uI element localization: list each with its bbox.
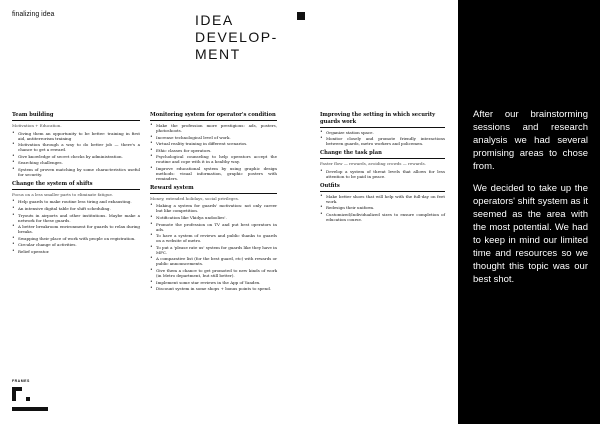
list-item: • To have a system of reviews and public thanks to guards on a website of metro. xyxy=(150,233,277,243)
column-3 xyxy=(320,112,445,226)
section-outfits xyxy=(320,183,445,222)
list-item: • Virtual reality training in different scenarios. xyxy=(150,141,277,146)
list-item: • Promote the profession on TV and put best operators in ads. xyxy=(150,222,277,232)
list-item: • To put a 'please rate us' system for guards like they have in MFC. xyxy=(150,245,277,255)
section-work-setting xyxy=(320,112,445,146)
section-title: Team building xyxy=(12,112,140,121)
corner-square-mark xyxy=(297,12,305,20)
item-list xyxy=(150,203,277,291)
list-item: • Searching challenges. xyxy=(12,160,140,165)
header-label: finalizing idea xyxy=(12,11,55,18)
section-title: Improving the setting in which security guards work xyxy=(320,112,445,128)
column-1 xyxy=(12,112,140,258)
summary-paragraph-1: After our brainstorming sessions and research analysis we had several promising areas to chose from. xyxy=(473,109,588,172)
list-item: • Redesign their uniform. xyxy=(320,205,445,210)
item-list xyxy=(12,199,140,254)
summary-paragraph-2: We decided to take up the operators' shift system as it seemed as the area with the most potential. We had to keep in mind our limited time and resources so we thought this topic was our best shot. xyxy=(473,183,588,285)
list-item: • Monitor closely and promote friendly interactions between guards, metro workers and policemen. xyxy=(320,136,445,146)
item-list xyxy=(320,194,445,222)
list-item: • Circular change of activities. xyxy=(12,242,140,247)
list-item: • Help guards to make routine less tiring and exhausting. xyxy=(12,199,140,204)
list-item: • Customized/Individualized sizes to ensure completion of education course. xyxy=(320,212,445,222)
list-item: • An intensive digital table for shift scheduling. xyxy=(12,206,140,211)
section-title: Monitoring system for operator's condition xyxy=(150,112,277,121)
list-item: • Develop a system of threat levels that allows for less attention to be paid in peace. xyxy=(320,169,445,179)
brand-label: FRAMES xyxy=(12,379,30,383)
section-shift-system xyxy=(12,181,140,254)
list-item: • Make better shoes that will help with the full-day on feet work. xyxy=(320,194,445,204)
list-item: • A comparative list (for the best guard, etc) with rewards or public announcements. xyxy=(150,256,277,266)
column-2 xyxy=(150,112,277,295)
item-list xyxy=(12,131,140,177)
section-monitoring-system xyxy=(150,112,277,181)
list-item: • Give knowledge of secret checks by administration. xyxy=(12,154,140,159)
right-page xyxy=(458,0,600,424)
list-item: • Improve educational system by using graphic design methods: visual information, graphic posters with reminders. xyxy=(150,166,277,181)
item-list xyxy=(150,123,277,181)
list-item: • Giving them an opportunity to be better: training in first aid, antiterrorism training xyxy=(12,131,140,141)
item-list xyxy=(320,130,445,147)
list-item: • Give them a chance to get promoted to new kinds of work (in Metro department, but still better). xyxy=(150,268,277,278)
section-team-building xyxy=(12,112,140,177)
page-title: IDEA DEVELOP- MENT xyxy=(195,12,278,62)
list-item: • Making a system for guards' motivation: not only career but like competition. xyxy=(150,203,277,213)
section-title: Change the system of shifts xyxy=(12,181,140,190)
list-item: • Organize station space. xyxy=(320,130,445,135)
list-item: • Make the profession more prestigious: ads, posters, photoshoots. xyxy=(150,123,277,133)
section-reward-system xyxy=(150,185,277,291)
section-subtitle: Money, extended holidays, social privileges. xyxy=(150,195,240,201)
list-item: • Relief operator. xyxy=(12,249,140,254)
list-item: • Motivation through a way to do better job — there's a chance to get a reward. xyxy=(12,142,140,152)
section-title: Reward system xyxy=(150,185,277,194)
section-subtitle: Focus on a less smaller parts to eliminate fatigue. xyxy=(12,191,114,197)
section-title: Change the task plan xyxy=(320,150,445,159)
list-item: • Notification like Vkidya undoolies'. xyxy=(150,215,277,220)
item-list xyxy=(320,169,445,179)
list-item: • Ethic classes for operators. xyxy=(150,148,277,153)
list-item: • Implement some star reviews in the App of Yandex. xyxy=(150,280,277,285)
section-task-plan xyxy=(320,150,445,179)
list-item: • Discount system in some shops + bonus points to spend. xyxy=(150,286,277,291)
section-subtitle: Faster flow — rewards, avoiding crowds — rewards. xyxy=(320,161,426,167)
list-item: • Tryouts in airports and other institutions. Maybe make a network for these guards. xyxy=(12,213,140,223)
list-item: • Increase technological level of work. xyxy=(150,135,277,140)
list-item: • Swapping their place of work with people on registration. xyxy=(12,236,140,241)
list-item: • System of proven matching by some characteristics useful for security. xyxy=(12,167,140,177)
list-item: • A better breakroom environment for guards to relax during breaks. xyxy=(12,224,140,234)
section-title: Outfits xyxy=(320,183,445,192)
list-item: • Psychological counseling to help operators accept the routine and cope with it in a healthy way. xyxy=(150,154,277,164)
section-subtitle: Motivation + Education. xyxy=(12,123,62,128)
brand-logo-icon xyxy=(12,387,48,415)
